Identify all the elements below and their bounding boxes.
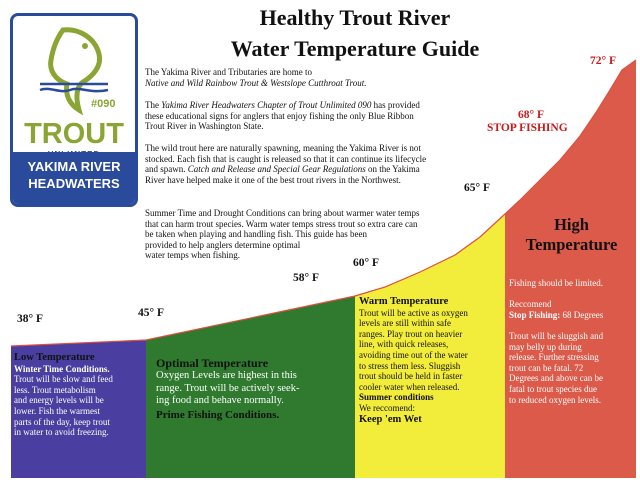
title-line-2: Water Temperature Guide [230,36,480,61]
intro-line: Trout River in Washington State. [145,121,264,131]
low-temperature-subheading: Winter Time Conditions. [14,363,110,374]
low-line: lower. Fish the warmest [14,405,100,416]
high-temperature-heading [505,215,638,255]
temp-label-45: 45° F [138,307,164,319]
optimal-temperature-text [156,357,351,421]
high-heading-line-1: High [554,215,589,234]
high-line: to reduced oxygen levels. [509,394,601,405]
warm-temperature-heading: Warm Temperature [359,296,449,307]
high-line: may belly up during [509,341,582,352]
temp-label-58: 58° F [293,272,319,284]
intro-line: Summer Time and Drought Conditions can bring about warmer water temps [145,208,420,218]
low-line: parts of the day, keep trout [14,416,110,427]
logo-band-line2: HEADWATERS [28,176,120,191]
intro-line: that can harm trout species. Warm water temps stress trout so extra care can [145,218,418,229]
logo-chapter-band [13,152,135,204]
intro-line: be taken when playing and handling fish. This guide has been [145,229,368,239]
high-line: fatal to trout species due [509,383,597,394]
low-temperature-text [14,353,144,438]
intro-paragraph-1 [145,67,525,88]
warm-line: trout should be held in faster [359,371,463,382]
intro-line: The wild trout here are naturally spawning, meaning the Yakima River is not [145,143,421,153]
intro-line: Native and Wild Rainbow Trout & Westslope Cutthroat Trout. [145,77,367,88]
temp-label-38: 38° F [17,313,43,325]
high-reccomend: Reccomend [509,299,552,310]
warm-line: line, with quick releases, [359,339,449,350]
low-line: and energy levels will be [14,395,104,406]
intro-line: The Yakima River Headwaters Chapter of Trout Unlimited 090 has provided [145,100,420,110]
temp-label-68: 68° F [518,109,544,121]
intro-line: and spawn. Catch and Release and Special Gear Regulations on the Yakima [145,164,420,174]
optimal-emphasis: Prime Fishing Conditions. [156,408,280,421]
warm-line: Trout will be active as oxygen [359,307,468,318]
temp-label-60: 60° F [353,257,379,269]
low-line: Trout will be slow and feed [14,374,113,385]
warm-recommend: We reccomend: [359,402,415,413]
low-temperature-heading: Low Temperature [14,352,95,363]
intro-paragraph-4 [145,208,515,261]
warm-temperature-text [359,297,504,425]
intro-line: provided to help anglers determine optimal [145,239,301,250]
high-heading-line-2: Temperature [525,235,618,254]
optimal-line: ing food and behave normally. [156,395,284,407]
warm-summer-conditions: Summer conditions [359,392,434,403]
optimal-line: Oxygen Levels are highest in this [156,370,297,382]
temp-label-65: 65° F [464,182,490,194]
high-stop-fishing: Stop Fishing: 68 Degrees [509,309,604,320]
low-line: less. Trout metabolism [14,384,96,395]
warm-line: levels are still within safe [359,318,451,329]
temp-label-72: 72° F [590,55,616,67]
warm-line: cooler water when released. [359,381,460,392]
title-line-1: Healthy Trout River [259,5,451,30]
intro-line: these educational signs for anglers that enjoy fishing the only Blue Ribbon [145,110,414,121]
intro-paragraph-2 [145,100,525,132]
optimal-line: range. Trout will be actively seek- [156,382,300,394]
page-title [155,2,555,64]
high-line: trout can be fatal. 72 [509,362,584,373]
logo-trout-text: TROUT [24,118,124,150]
trout-unlimited-logo [10,13,138,207]
warm-keep-em-wet: Keep 'em Wet [359,413,422,425]
optimal-temperature-heading: Optimal Temperature [156,356,269,370]
high-line: release. Further stressing [509,352,599,363]
logo-chapter-number: #090 [91,98,116,110]
low-line: in water to avoid freezing. [14,427,109,438]
high-limited: Fishing should be limited. [509,278,604,288]
warm-line: ranges. Play trout on heavier [359,328,463,339]
high-line: Degrees and above can be [509,373,603,384]
intro-line: The Yakima River and Tributaries are home to [145,67,312,77]
high-temperature-text [509,278,637,405]
intro-line: River have helped make it one of the best trout rivers in the Northwest. [145,174,401,185]
high-line: Trout will be sluggish and [509,330,604,341]
intro-paragraph-3 [145,143,525,185]
intro-line: stocked. Each fish that is caught is released so that it can continue its lifecycle [145,153,427,164]
stop-fishing-label: STOP FISHING [487,122,568,134]
logo-band-line1: YAKIMA RIVER [27,159,121,174]
warm-line: avoiding time out of the water [359,349,468,360]
intro-line: water temps when fishing. [145,250,240,260]
warm-line: to stress them less. Sluggish [359,360,461,371]
